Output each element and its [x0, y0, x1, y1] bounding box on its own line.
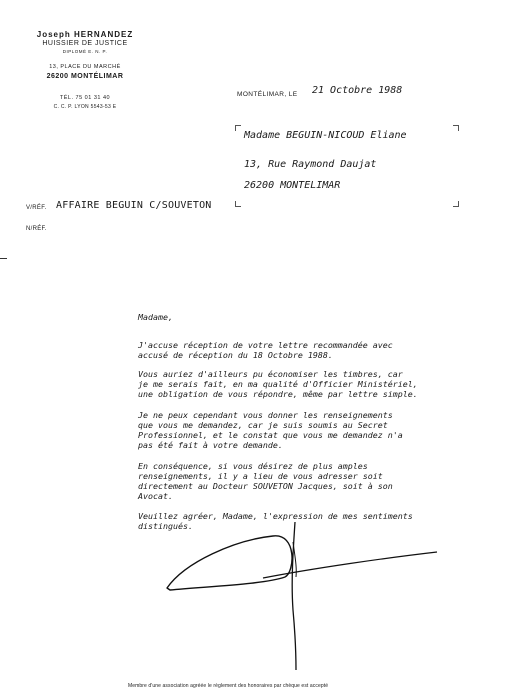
- body-paragraph: En conséquence, si vous désirez de plus amples renseignements, il y a lieu de vous adresser soit directement au Docteur SOUVETON Jacques, soit à son Avocat.: [138, 461, 393, 501]
- letterhead-ccp: C. C. P. LYON 5543-53 E: [53, 104, 117, 110]
- body-paragraph: J'accuse réception de votre lettre recommandée avec accusé de réception du 18 Octobre 1988.: [138, 340, 393, 360]
- letterhead-city: 26200 MONTÉLIMAR: [46, 73, 124, 80]
- body-paragraph: Vous auriez d'ailleurs pu économiser les timbres, car je me serais fait, en ma qualité d'Officier Ministériel, une obligation de vous répondre, même par lettre simple.: [138, 369, 418, 399]
- address-window-corner: [235, 125, 241, 131]
- signature: [155, 522, 445, 672]
- recipient-street: 13, Rue Raymond Daujat: [244, 159, 377, 170]
- letterhead-name: Joseph HERNANDEZ: [36, 30, 134, 39]
- footer-note: Membre d'une association agréée le règlement des honoraires par chèque est accepté: [128, 683, 329, 689]
- letterhead-street: 13, PLACE DU MARCHÉ: [49, 64, 121, 70]
- recipient-city: 26200 MONTELIMAR: [244, 180, 341, 191]
- nref-label: N/RÉF.: [26, 226, 47, 232]
- vref-value: AFFAIRE BEGUIN C/SOUVETON: [56, 200, 212, 211]
- letterhead-title: HUISSIER DE JUSTICE: [42, 40, 128, 47]
- letterhead-diploma: DIPLOMÉ E. N. P.: [62, 49, 108, 54]
- letterhead-phone: TÉL. 75 01 31 40: [59, 95, 111, 101]
- place-label: MONTÉLIMAR, LE: [237, 91, 298, 98]
- letter-date: 21 Octobre 1988: [312, 85, 403, 96]
- body-paragraph: Je ne peux cependant vous donner les renseignements que vous me demandez, car je suis soumis au Secret Professionnel, et le constat que vous me demandez n'a pas été fait à votre demande.: [138, 410, 403, 450]
- vref-label: V/RÉF.: [26, 205, 47, 211]
- address-window-corner: [453, 125, 459, 131]
- closing-paragraph: Veuillez agréer, Madame, l'expression de mes sentiments distingués.: [138, 511, 413, 531]
- address-window-corner: [453, 201, 459, 207]
- recipient-name: Madame BEGUIN-NICOUD Eliane: [244, 130, 407, 141]
- salutation: Madame,: [138, 312, 173, 322]
- fold-mark: [0, 258, 7, 259]
- address-window-corner: [235, 201, 241, 207]
